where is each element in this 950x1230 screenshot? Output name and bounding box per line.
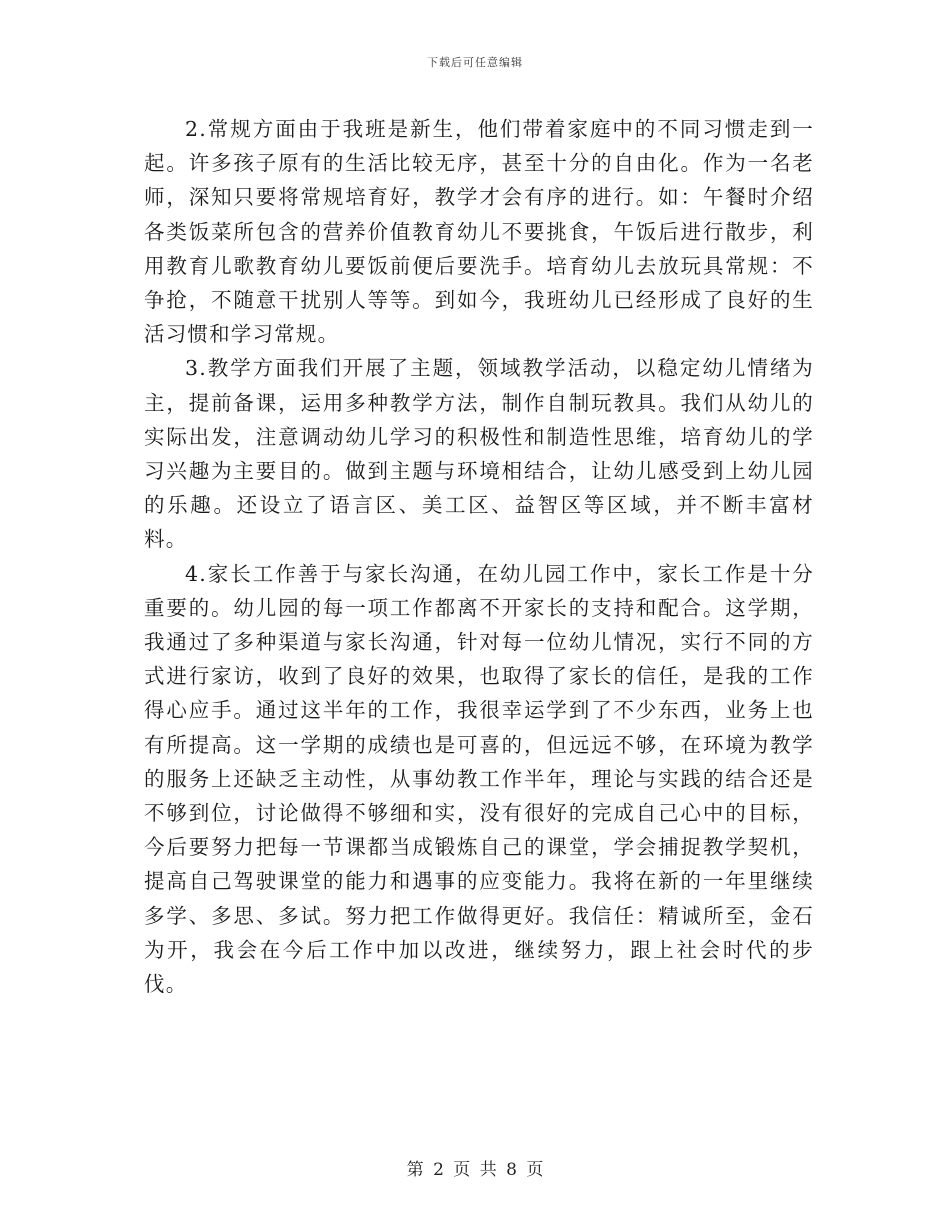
paragraph-routine: 2.常规方面由于我班是新生，他们带着家庭中的不同习惯走到一起。许多孩子原有的生活比较无序，甚至十分的自由化。作为一名老师，深知只要将常规培育好，教学才会有序的进行。如：午餐时介绍各类饭菜所包含的营养价值教育幼儿不要挑食，午饭后进行散步，利用教育儿歌教育幼儿要饭前便后要洗手。培育幼儿去放玩具常规：不争抢，不随意干扰别人等等。到如今，我班幼儿已经形成了良好的生活习惯和学习常规。 (144, 117, 814, 347)
document-body (144, 112, 814, 1001)
page-header: 下载后可任意编辑 (427, 56, 523, 69)
paragraph-parents: 4.家长工作善于与家长沟通，在幼儿园工作中，家长工作是十分重要的。幼儿园的每一项工作都离不开家长的支持和配合。这学期，我通过了多种渠道与家长沟通，针对每一位幼儿情况，实行不同的方式进行家访，收到了良好的效果，也取得了家长的信任，是我的工作得心应手。通过这半年的工作，我很幸运学到了不少东西，业务上也有所提高。这一学期的成绩也是可喜的，但远远不够，在环境为教学的服务上还缺乏主动性，从事幼教工作半年，理论与实践的结合还是不够到位，讨论做得不够细和实，没有很好的完成自己心中的目标，今后要努力把每一节课都当成锻炼自己的课堂，学会捕捉教学契机，提高自己驾驶课堂的能力和遇事的应变能力。我将在新的一年里继续多学、多思、多试。努力把工作做得更好。我信任：精诚所至，金石为开，我会在今后工作中加以改进，继续努力，跟上社会时代的步伐。 (144, 561, 814, 997)
paragraph-teaching: 3.教学方面我们开展了主题，领域教学活动，以稳定幼儿情绪为主，提前备课，运用多种教学方法，制作自制玩教具。我们从幼儿的实际出发，注意调动幼儿学习的积极性和制造性思维，培育幼儿的学习兴趣为主要目的。做到主题与环境相结合，让幼儿感受到上幼儿园的乐趣。还设立了语言区、美工区、益智区等区域，并不断丰富材料。 (144, 356, 814, 552)
page-number-footer: 第 2 页 共 8 页 (406, 1160, 544, 1180)
